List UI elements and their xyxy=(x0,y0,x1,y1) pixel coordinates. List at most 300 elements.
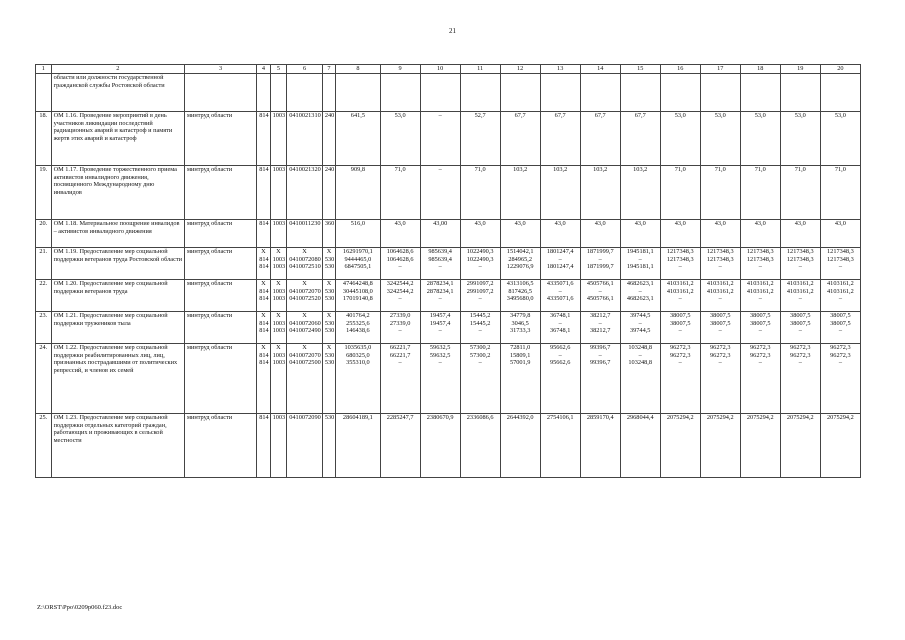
value-line: 2075294,2 xyxy=(706,414,734,421)
header-cell: 12 xyxy=(500,65,540,74)
value-line: 814 xyxy=(259,287,269,295)
value-cell xyxy=(380,166,420,220)
value-cell xyxy=(380,220,420,248)
value-line: Х xyxy=(326,248,332,255)
value-line: 71,0 xyxy=(834,166,846,173)
value-line: – xyxy=(638,319,642,327)
value-line: 71,0 xyxy=(754,166,766,173)
program-table xyxy=(35,64,861,478)
value-cell xyxy=(540,312,580,344)
executor: минтруд области xyxy=(184,344,256,414)
value-line: 0410021320 xyxy=(289,166,321,173)
value-cell xyxy=(700,74,740,112)
table-row xyxy=(36,312,861,344)
value-cell xyxy=(336,414,380,478)
value-line: 0410021310 xyxy=(289,112,321,119)
value-cell xyxy=(270,74,287,112)
value-line: 38007,5 xyxy=(830,319,851,327)
value-cell xyxy=(580,166,620,220)
value-cell xyxy=(420,344,460,414)
value-line: 53,0 xyxy=(834,112,846,119)
row-number xyxy=(36,74,52,112)
executor: минтруд области xyxy=(184,220,256,248)
value-line: 53,0 xyxy=(394,112,406,119)
value-line: 4103161,2 xyxy=(666,280,694,287)
value-cell xyxy=(700,312,740,344)
value-line: – xyxy=(678,263,682,271)
value-line: 2878234,1 xyxy=(426,280,454,287)
value-line: 103,2 xyxy=(633,166,648,173)
value-line: – xyxy=(438,166,442,173)
value-cell xyxy=(660,280,700,312)
value-line: 53,0 xyxy=(674,112,686,119)
value-line: 2859170,4 xyxy=(586,414,614,421)
value-line xyxy=(338,74,377,82)
value-cell xyxy=(287,220,323,248)
value-cell xyxy=(336,312,380,344)
value-line: 38007,5 xyxy=(670,312,691,319)
value-cell xyxy=(257,166,270,220)
value-cell xyxy=(270,344,287,414)
value-line: – xyxy=(598,287,602,295)
value-line: 53,0 xyxy=(794,112,806,119)
value-cell xyxy=(580,312,620,344)
value-line: 103,2 xyxy=(553,166,568,173)
value-line: – xyxy=(638,287,642,295)
measure-name: ОМ 1.16. Проведение мероприятий в день участников ликвидации последствий радиационных аварий и катастроф и памяти жертв этих аварий и катастроф xyxy=(51,112,184,166)
value-cell xyxy=(500,74,540,112)
value-line: 2075294,2 xyxy=(666,414,694,421)
value-cell xyxy=(270,414,287,478)
value-line: 1871999,7 xyxy=(586,263,614,271)
value-line: 4103161,2 xyxy=(706,287,734,295)
value-line: 284965,2 xyxy=(508,255,532,263)
value-cell xyxy=(336,344,380,414)
value-line: 1945181,1 xyxy=(626,248,654,255)
value-cell xyxy=(257,112,270,166)
value-cell xyxy=(270,112,287,166)
value-line: 1871999,7 xyxy=(586,248,614,255)
value-line: 96272,3 xyxy=(830,344,851,351)
value-line: 0410072070 xyxy=(289,287,321,295)
value-line: – xyxy=(478,263,482,271)
value-line: 1217348,3 xyxy=(706,255,734,263)
value-line: 103248,8 xyxy=(628,359,653,367)
value-cell xyxy=(322,112,335,166)
measure-name: ОМ 1.17. Проведение торжественного приема активистов инвалидного движения, посвященного Международному дню инвалидов xyxy=(51,166,184,220)
header-row xyxy=(36,65,861,74)
value-line: – xyxy=(838,359,842,367)
value-line xyxy=(783,74,818,82)
header-cell: 5 xyxy=(270,65,287,74)
table-row xyxy=(36,414,861,478)
value-line: 3242544,2 xyxy=(386,280,414,287)
value-line: 1217348,3 xyxy=(666,255,694,263)
value-line: – xyxy=(718,295,722,303)
value-line: 57300,2 xyxy=(469,351,491,359)
value-line: 1003 xyxy=(272,287,286,295)
value-line: 71,0 xyxy=(714,166,726,173)
value-line: 1003 xyxy=(272,263,286,271)
value-line xyxy=(543,74,578,82)
value-line: 1003 xyxy=(272,359,286,367)
value-line: 1229076,9 xyxy=(506,263,534,271)
value-line: 59632,5 xyxy=(429,351,451,359)
value-line: 2878234,1 xyxy=(426,287,454,295)
value-cell xyxy=(740,220,780,248)
value-line: Х xyxy=(261,280,266,287)
value-line: 0410072490 xyxy=(289,327,321,335)
value-line: 530 xyxy=(324,414,335,421)
value-line: – xyxy=(478,327,482,335)
value-line xyxy=(743,74,778,82)
value-line: – xyxy=(478,295,482,303)
value-line: 1003 xyxy=(272,112,286,119)
value-line: 43,0 xyxy=(634,220,646,227)
value-line: 985639,4 xyxy=(428,248,452,255)
value-line: – xyxy=(638,351,642,359)
value-cell xyxy=(660,414,700,478)
value-line: 1217348,3 xyxy=(786,255,814,263)
value-line: – xyxy=(798,359,802,367)
value-cell xyxy=(380,280,420,312)
value-line xyxy=(463,74,498,82)
value-line: 4103161,2 xyxy=(786,280,814,287)
value-line: 4103161,2 xyxy=(827,280,854,287)
value-cell xyxy=(287,74,323,112)
header-cell: 16 xyxy=(660,65,700,74)
value-line: 30445108,0 xyxy=(342,287,373,295)
measure-name: ОМ 1.20. Предоставление мер социальной поддержки ветеранов труда xyxy=(51,280,184,312)
value-cell xyxy=(580,220,620,248)
value-line: 0410072510 xyxy=(289,263,321,271)
value-cell xyxy=(620,344,660,414)
value-line: 19457,4 xyxy=(429,319,451,327)
value-cell xyxy=(322,220,335,248)
value-cell xyxy=(336,248,380,280)
value-cell xyxy=(820,248,860,280)
value-cell xyxy=(740,248,780,280)
value-cell xyxy=(700,220,740,248)
value-cell xyxy=(740,112,780,166)
value-line: – xyxy=(598,351,602,359)
value-cell xyxy=(336,166,380,220)
value-line: 96272,3 xyxy=(710,351,731,359)
value-cell xyxy=(257,248,270,280)
value-line: 95662,6 xyxy=(549,359,571,367)
value-line: 2075294,2 xyxy=(746,414,774,421)
row-number: 18. xyxy=(36,112,52,166)
value-line: 240 xyxy=(324,112,335,119)
value-line: 0410072070 xyxy=(289,351,321,359)
value-cell xyxy=(580,344,620,414)
value-line: 57001,9 xyxy=(509,359,531,367)
executor: минтруд области xyxy=(184,280,256,312)
measure-name: ОМ 1.22. Предоставление мер социальной поддержки реабилитированных лиц, лиц, признанных пострадавшими от политических репрессий, и членов их семей xyxy=(51,344,184,414)
value-cell xyxy=(257,312,270,344)
value-line xyxy=(623,74,658,82)
value-line: 66221,7 xyxy=(389,351,411,359)
value-line: 38007,5 xyxy=(830,312,851,319)
value-cell xyxy=(780,220,820,248)
value-line: 34779,8 xyxy=(509,312,531,319)
row-number: 22. xyxy=(36,280,52,312)
value-line: – xyxy=(398,359,402,367)
value-line: 1801247,4 xyxy=(546,263,574,271)
value-cell xyxy=(380,112,420,166)
value-line: 530 xyxy=(324,295,335,303)
value-line: Х xyxy=(276,248,281,255)
value-cell xyxy=(700,166,740,220)
value-line: 38007,5 xyxy=(750,319,771,327)
value-line: 2336086,6 xyxy=(466,414,494,421)
value-line: 1003 xyxy=(272,255,286,263)
value-line: – xyxy=(638,255,642,263)
value-line: 39744,5 xyxy=(629,327,651,335)
value-line xyxy=(273,74,285,82)
value-line xyxy=(325,74,333,82)
value-line: 3242544,2 xyxy=(386,287,414,295)
value-line: 43,0 xyxy=(754,220,766,227)
value-line: 43,00 xyxy=(433,220,448,227)
value-line: 36748,1 xyxy=(549,312,571,319)
row-number: 19. xyxy=(36,166,52,220)
row-number: 25. xyxy=(36,414,52,478)
value-line: 4103161,2 xyxy=(706,280,734,287)
table-row xyxy=(36,344,861,414)
value-line: 96272,3 xyxy=(830,351,851,359)
value-cell xyxy=(322,312,335,344)
value-cell xyxy=(500,112,540,166)
value-line: 530 xyxy=(324,263,335,271)
value-line: 96272,3 xyxy=(670,351,691,359)
value-cell xyxy=(287,344,323,414)
measure-name: области или должности государственной гражданской службы Ростовской области xyxy=(51,74,184,112)
value-cell xyxy=(460,220,500,248)
value-line: 15445,2 xyxy=(469,312,491,319)
value-line: 57300,2 xyxy=(469,344,491,351)
value-line: 72811,0 xyxy=(510,344,531,351)
value-cell xyxy=(287,280,323,312)
value-line: 0410072500 xyxy=(289,359,321,367)
value-line: – xyxy=(798,263,802,271)
executor xyxy=(184,74,256,112)
value-line: 15445,2 xyxy=(469,319,491,327)
value-line: – xyxy=(758,327,762,335)
value-line: 4103161,2 xyxy=(666,287,694,295)
value-line: 814 xyxy=(259,327,269,335)
value-line: 67,7 xyxy=(634,112,646,119)
value-cell xyxy=(700,280,740,312)
value-cell xyxy=(820,220,860,248)
value-line xyxy=(383,74,418,82)
value-line: 96272,3 xyxy=(750,344,771,351)
value-line: 1514042,1 xyxy=(506,248,534,255)
value-line: 4335071,6 xyxy=(546,295,574,303)
executor: минтруд области xyxy=(184,312,256,344)
value-cell xyxy=(740,312,780,344)
value-line: 27339,0 xyxy=(389,319,411,327)
value-line: 2991097,2 xyxy=(466,280,494,287)
value-cell xyxy=(660,312,700,344)
value-line: 27339,0 xyxy=(389,312,411,319)
value-cell xyxy=(380,74,420,112)
value-line: 1945181,1 xyxy=(626,263,654,271)
value-line: 19457,4 xyxy=(429,312,451,319)
value-line: 4103161,2 xyxy=(786,287,814,295)
value-line xyxy=(289,74,320,82)
value-line: 146438,6 xyxy=(346,327,370,335)
value-line: 530 xyxy=(324,319,335,327)
value-line: – xyxy=(838,263,842,271)
value-line: 43,0 xyxy=(394,220,406,227)
value-line: 814 xyxy=(259,263,269,271)
executor: минтруд области xyxy=(184,166,256,220)
value-line: 2991097,2 xyxy=(466,287,494,295)
value-cell xyxy=(500,312,540,344)
value-cell xyxy=(660,166,700,220)
value-line: 47464248,8 xyxy=(342,280,373,287)
value-line: 4103161,2 xyxy=(827,287,854,295)
value-line: Х xyxy=(276,280,281,287)
value-line: 0410072520 xyxy=(289,295,321,303)
header-cell: 1 xyxy=(36,65,52,74)
value-cell xyxy=(820,414,860,478)
value-cell xyxy=(460,344,500,414)
value-line: 2285247,7 xyxy=(386,414,414,421)
value-line: 53,0 xyxy=(714,112,726,119)
value-line: – xyxy=(718,359,722,367)
header-cell: 10 xyxy=(420,65,460,74)
value-cell xyxy=(580,74,620,112)
value-line: – xyxy=(558,351,562,359)
value-line xyxy=(663,74,698,82)
value-cell xyxy=(270,280,287,312)
value-line: Х xyxy=(276,344,281,351)
file-path-footer: Z:\ORST\Ppo\0209p060.f23.doc xyxy=(37,604,123,611)
value-line: 43,0 xyxy=(714,220,726,227)
value-line: 2380670,9 xyxy=(426,414,454,421)
value-cell xyxy=(257,74,270,112)
table-row xyxy=(36,248,861,280)
value-cell xyxy=(620,312,660,344)
value-line: 6847505,1 xyxy=(344,263,372,271)
value-line: 1003 xyxy=(272,319,286,327)
value-cell xyxy=(380,344,420,414)
value-line: 814 xyxy=(259,319,269,327)
value-line: 99396,7 xyxy=(589,344,611,351)
value-line: – xyxy=(438,263,442,271)
value-line: 1035635,0 xyxy=(344,344,372,351)
value-line: 1003 xyxy=(272,327,286,335)
value-cell xyxy=(660,112,700,166)
value-line: 52,7 xyxy=(474,112,486,119)
value-line: 4335071,6 xyxy=(546,280,574,287)
value-line: – xyxy=(678,295,682,303)
value-line: 814 xyxy=(259,220,269,227)
value-cell xyxy=(820,344,860,414)
value-line: 43,0 xyxy=(834,220,846,227)
value-line: 909,8 xyxy=(350,166,365,173)
value-cell xyxy=(620,280,660,312)
value-cell xyxy=(336,74,380,112)
header-cell: 8 xyxy=(336,65,380,74)
value-cell xyxy=(270,248,287,280)
value-line: – xyxy=(798,327,802,335)
row-number: 23. xyxy=(36,312,52,344)
value-line: Х xyxy=(261,248,266,255)
value-cell xyxy=(500,248,540,280)
value-line: Х xyxy=(302,312,307,319)
value-cell xyxy=(540,74,580,112)
value-cell xyxy=(540,414,580,478)
value-line: Х xyxy=(326,312,332,319)
value-line: 4103161,2 xyxy=(746,287,774,295)
value-line: – xyxy=(678,359,682,367)
value-cell xyxy=(780,414,820,478)
value-line: 71,0 xyxy=(674,166,686,173)
value-cell xyxy=(620,248,660,280)
value-line: – xyxy=(398,327,402,335)
value-cell xyxy=(540,280,580,312)
value-cell xyxy=(287,112,323,166)
value-cell xyxy=(740,166,780,220)
value-line: 38212,7 xyxy=(589,312,611,319)
value-line: 2968044,4 xyxy=(626,414,654,421)
value-line: 1003 xyxy=(272,351,286,359)
value-cell xyxy=(780,74,820,112)
value-line: 240 xyxy=(324,166,335,173)
value-cell xyxy=(820,74,860,112)
value-line: 1003 xyxy=(272,295,286,303)
row-number: 24. xyxy=(36,344,52,414)
value-line: – xyxy=(558,287,562,295)
value-cell xyxy=(580,280,620,312)
value-line: 817426,5 xyxy=(508,287,532,295)
value-line: 3495680,0 xyxy=(506,295,534,303)
value-line: – xyxy=(398,295,402,303)
value-line: 680325,0 xyxy=(346,351,370,359)
value-cell xyxy=(287,312,323,344)
value-line: 641,5 xyxy=(350,112,365,119)
value-cell xyxy=(540,166,580,220)
value-cell xyxy=(620,166,660,220)
value-line: 99396,7 xyxy=(589,359,611,367)
value-line: 516,0 xyxy=(350,220,365,227)
value-cell xyxy=(420,280,460,312)
value-line: 2075294,2 xyxy=(786,414,814,421)
value-line: 401764,2 xyxy=(346,312,370,319)
value-line: – xyxy=(678,327,682,335)
value-cell xyxy=(336,220,380,248)
value-cell xyxy=(336,112,380,166)
value-cell xyxy=(460,280,500,312)
table-row xyxy=(36,74,861,112)
value-line: 4505766,1 xyxy=(586,280,614,287)
value-line: 43,0 xyxy=(674,220,686,227)
header-cell: 3 xyxy=(184,65,256,74)
value-cell xyxy=(380,312,420,344)
value-cell xyxy=(700,248,740,280)
header-cell: 11 xyxy=(460,65,500,74)
measure-name: ОМ 1.23. Предоставление мер социальной поддержки отдельных категорий граждан, работающих и проживающих в сельской местности xyxy=(51,414,184,478)
value-cell xyxy=(780,166,820,220)
value-line: 255325,6 xyxy=(346,319,370,327)
value-line: 814 xyxy=(259,112,269,119)
value-cell xyxy=(780,248,820,280)
value-cell xyxy=(620,74,660,112)
value-line: – xyxy=(558,319,562,327)
